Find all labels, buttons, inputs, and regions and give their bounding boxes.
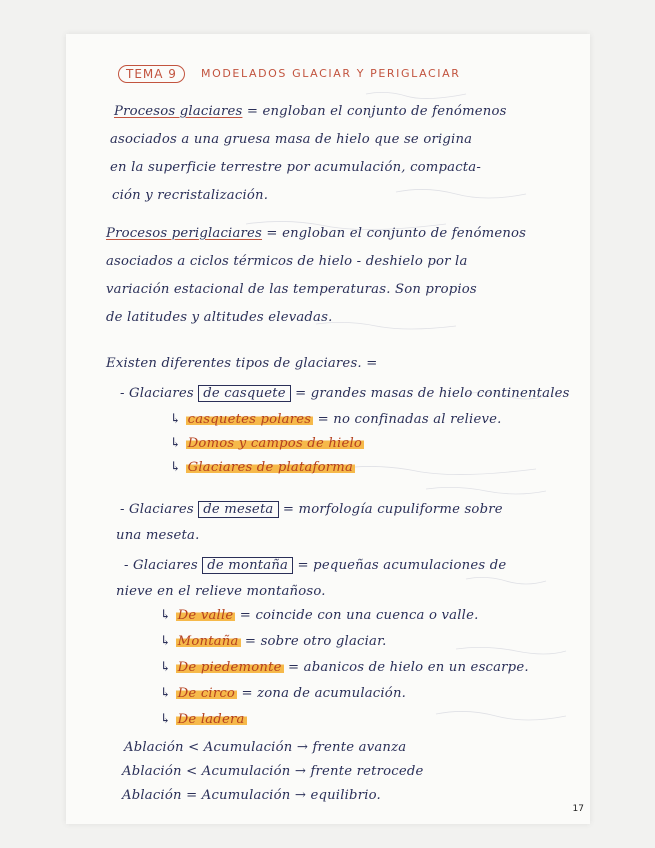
periglaciares-line-1 <box>106 226 526 241</box>
casquete-sub-1-highlight: casquetes polares <box>187 412 312 427</box>
casquete-sub-1-rest: = no confinadas al relieve. <box>317 412 502 427</box>
arrow-icon: ↳ <box>170 436 186 451</box>
arrow-icon: ↳ <box>170 412 186 427</box>
casquete-def: = grandes masas de hielo continentales <box>295 386 570 401</box>
montana-sub-4 <box>160 686 406 701</box>
arrow-icon: ↳ <box>160 686 176 701</box>
balance-line-3: Ablación = Acumulación → equilibrio. <box>122 788 381 803</box>
meseta-line <box>120 502 503 517</box>
montana-sub-1-rest: = coincide con una cuenca o valle. <box>239 608 479 623</box>
arrow-icon: ↳ <box>160 660 176 675</box>
montana-sub-5-highlight: De ladera <box>177 712 245 727</box>
casquete-sub-1 <box>170 412 502 427</box>
balance-line-1: Ablación < Acumulación → frente avanza <box>124 740 407 755</box>
montana-line <box>124 558 506 573</box>
periglaciares-line-4: de latitudes y altitudes elevadas. <box>106 310 333 325</box>
periglaciares-term: Procesos periglaciares <box>106 226 263 241</box>
montana-sub-3-rest: = abanicos de hielo en un escarpe. <box>287 660 529 675</box>
meseta-def: = morfología cupuliforme sobre <box>282 502 503 517</box>
casquete-sub-3 <box>170 460 355 475</box>
bleed-through-lines <box>66 34 590 824</box>
meseta-cont: una meseta. <box>116 528 200 543</box>
montana-cont: nieve en el relieve montañoso. <box>116 584 326 599</box>
periglaciares-line-3: variación estacional de las temperaturas. Son propios <box>106 282 477 297</box>
casquete-sub-2 <box>170 436 364 451</box>
glaciares-def: = engloban el conjunto de fenómenos <box>246 104 507 119</box>
casquete-prefix: - Glaciares <box>120 386 194 401</box>
glaciares-line-4: ción y recristalización. <box>112 188 269 203</box>
meseta-boxed: de meseta <box>198 501 278 518</box>
montana-sub-1 <box>160 608 478 623</box>
glaciares-term: Procesos glaciares <box>114 104 243 119</box>
montana-sub-4-highlight: De circo <box>177 686 236 701</box>
arrow-icon: ↳ <box>160 634 176 649</box>
glaciares-line-2: asociados a una gruesa masa de hielo que se origina <box>110 132 473 147</box>
arrow-icon: ↳ <box>160 608 176 623</box>
glaciares-line-3: en la superficie terrestre por acumulación, compacta- <box>110 160 482 175</box>
periglaciares-line-2: asociados a ciclos térmicos de hielo - deshielo por la <box>106 254 468 269</box>
montana-sub-4-rest: = zona de acumulación. <box>241 686 407 701</box>
arrow-icon: ↳ <box>170 460 186 475</box>
glaciares-line-1 <box>114 104 507 119</box>
montana-sub-3 <box>160 660 529 675</box>
montana-sub-1-highlight: De valle <box>177 608 234 623</box>
periglaciares-def: = engloban el conjunto de fenómenos <box>266 226 527 241</box>
meseta-prefix: - Glaciares <box>120 502 194 517</box>
montana-prefix: - Glaciares <box>124 558 198 573</box>
page-number: 17 <box>572 804 584 814</box>
casquete-sub-3-highlight: Glaciares de plataforma <box>187 460 354 475</box>
tipos-intro: Existen diferentes tipos de glaciares. = <box>106 356 378 371</box>
montana-sub-2 <box>160 634 387 649</box>
casquete-line <box>120 386 570 401</box>
tema-label: TEMA 9 <box>118 65 185 83</box>
notebook-page <box>66 34 590 824</box>
montana-sub-2-rest: = sobre otro glaciar. <box>244 634 387 649</box>
montana-sub-5 <box>160 712 247 727</box>
casquete-boxed: de casquete <box>198 385 291 402</box>
montana-boxed: de montaña <box>202 557 293 574</box>
arrow-icon: ↳ <box>160 712 176 727</box>
casquete-sub-2-highlight: Domos y campos de hielo <box>187 436 363 451</box>
montana-sub-2-highlight: Montaña <box>177 634 239 649</box>
page-title: MODELADOS GLACIAR Y PERIGLACIAR <box>201 67 461 80</box>
montana-sub-3-highlight: De piedemonte <box>177 660 282 675</box>
montana-def: = pequeñas acumulaciones de <box>297 558 507 573</box>
balance-line-2: Ablación < Acumulación → frente retrocede <box>122 764 424 779</box>
